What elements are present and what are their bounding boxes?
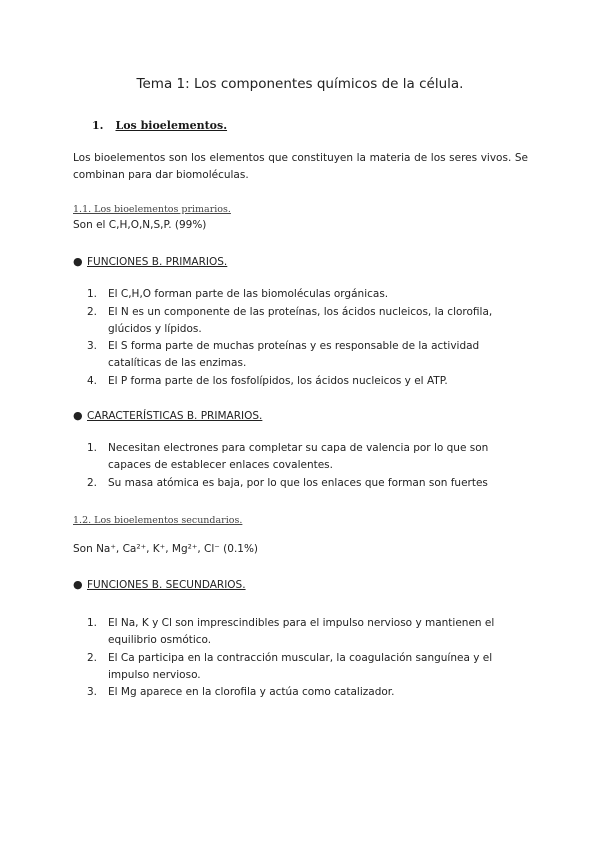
list-item-text: El Ca participa en la contracción muscular, la coagulación sanguínea y el impulso nervioso. — [108, 651, 493, 681]
bullet-heading-label: FUNCIONES B. SECUNDARIOS. — [87, 579, 246, 591]
list-item-text: El C,H,O forman parte de las biomoléculas orgánicas. — [108, 288, 389, 300]
functions-secondary-list — [87, 615, 527, 702]
list-item: 2. El N es un componente de las proteínas, los ácidos nucleicos, la clorofila, glúcidos y lípidos. — [87, 305, 493, 335]
bullet-icon: ● — [73, 255, 83, 268]
list-item-text: El Mg aparece en la clorofila y actúa como catalizador. — [108, 686, 395, 698]
list-item: 1. El Na, K y Cl son imprescindibles para el impulso nervioso y mantienen el equilibrio osmótico. — [87, 617, 495, 646]
list-item-text: Necesitan electrones para completar su capa de valencia por lo que son capaces de establecer enlaces covalentes. — [108, 442, 489, 471]
characteristics-primary-list — [87, 440, 527, 492]
bullet-heading-label: CARACTERÍSTICAS B. PRIMARIOS. — [87, 410, 263, 422]
bullet-heading-functions-secondary — [73, 578, 246, 591]
section-heading — [92, 119, 227, 132]
list-item-text: El Na, K y Cl son imprescindibles para el impulso nervioso y mantienen el equilibrio osmótico. — [108, 617, 495, 646]
bullet-heading-functions-primary — [73, 255, 227, 268]
list-item: 2. El Ca participa en la contracción muscular, la coagulación sanguínea y el impulso nervioso. — [87, 651, 493, 681]
list-item-text: Su masa atómica es baja, por lo que los enlaces que forman son fuertes — [108, 476, 488, 489]
list-item: 2. Su masa atómica es baja, por lo que los enlaces que forman son fuertes — [87, 476, 488, 489]
list-item-text: El P forma parte de los fosfolípidos, los ácidos nucleicos y el ATP. — [108, 374, 448, 387]
bullet-heading-label: FUNCIONES B. PRIMARIOS. — [87, 256, 228, 268]
list-item: 1. Necesitan electrones para completar su capa de valencia por lo que son capaces de establecer enlaces covalentes. — [87, 442, 489, 471]
subsection-heading-primary: 1.1. Los bioelementos primarios. — [73, 204, 231, 215]
list-item: 1. El C,H,O forman parte de las biomoléculas orgánicas. — [87, 288, 389, 300]
section-number: 1. — [92, 119, 104, 132]
document-title: Tema 1: Los componentes químicos de la célula. — [136, 76, 464, 92]
list-item-text: El S forma parte de muchas proteínas y es responsable de la actividad catalíticas de las enzimas. — [108, 340, 480, 369]
bullet-heading-characteristics-primary — [73, 409, 262, 422]
list-item: 4. El P forma parte de los fosfolípidos, los ácidos nucleicos y el ATP. — [87, 374, 448, 387]
list-item-text: El N es un componente de las proteínas, los ácidos nucleicos, la clorofila, glúcidos y lípidos. — [108, 305, 493, 335]
list-item: 3. El S forma parte de muchas proteínas y es responsable de la actividad catalíticas de las enzimas. — [87, 340, 480, 369]
functions-primary-list — [87, 286, 527, 390]
primary-elements-text: Son el C,H,O,N,S,P. (99%) — [73, 219, 207, 231]
list-item: 3. El Mg aparece en la clorofila y actúa como catalizador. — [87, 686, 395, 698]
section-title: Los bioelementos. — [115, 119, 228, 132]
bullet-icon: ● — [73, 409, 83, 422]
subsection-heading-secondary: 1.2. Los bioelementos secundarios. — [73, 515, 243, 526]
intro-paragraph: Los bioelementos son los elementos que constituyen la materia de los seres vivos. Se combinan para dar biomoléculas. — [73, 152, 528, 181]
secondary-elements-text: Son Na⁺, Ca²⁺, K⁺, Mg²⁺, Cl⁻ (0.1%) — [73, 543, 259, 555]
bullet-icon: ● — [73, 578, 83, 591]
